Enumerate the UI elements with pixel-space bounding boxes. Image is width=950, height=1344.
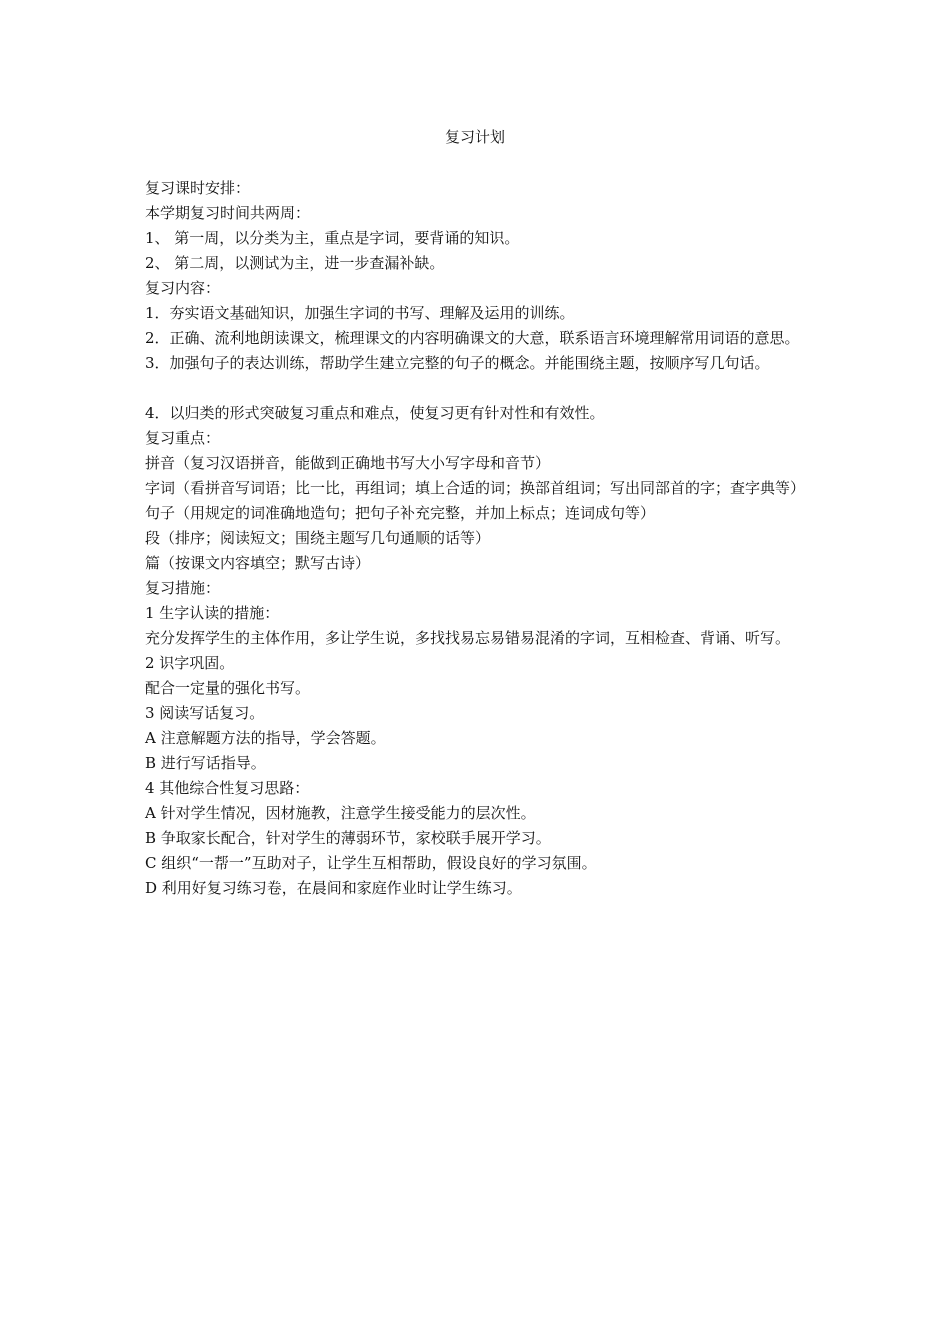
list-item: D 利用好复习练习卷，在晨间和家庭作业时让学生练习。 — [145, 879, 522, 897]
list-item: 2 识字巩固。 — [145, 654, 235, 672]
list-item: C 组织“一帮一”互助对子，让学生互相帮助，假设良好的学习氛围。 — [145, 854, 597, 872]
list-item: 2．正确、流利地朗读课文，梳理课文的内容明确课文的大意，联系语言环境理解常用词语的意思。 — [145, 329, 800, 347]
section-heading-measures: 复习措施： — [145, 579, 221, 597]
list-item: 1．夯实语文基础知识，加强生字词的书写、理解及运用的训练。 — [145, 304, 575, 322]
paragraph-line: 篇（按课文内容填空；默写古诗） — [145, 554, 371, 572]
list-item: B 进行写话指导。 — [145, 754, 266, 772]
paragraph-line: 充分发挥学生的主体作用，多让学生说，多找找易忘易错易混淆的字词，互相检查、背诵、听写。 — [145, 629, 791, 647]
list-item: 3．加强句子的表达训练，帮助学生建立完整的句子的概念。并能围绕主题，按顺序写几句话。 — [145, 354, 770, 372]
section-heading-focus: 复习重点： — [145, 429, 221, 447]
paragraph-line: 本学期复习时间共两周： — [145, 204, 311, 222]
list-item: 3 阅读写话复习。 — [145, 704, 265, 722]
list-item: 4．以归类的形式突破复习重点和难点，使复习更有针对性和有效性。 — [145, 404, 605, 422]
document-body — [145, 176, 817, 901]
list-item: 1、 第一周，以分类为主，重点是字词，要背诵的知识。 — [145, 229, 520, 247]
list-item: A 针对学生情况，因材施教，注意学生接受能力的层次性。 — [145, 804, 536, 822]
paragraph-line: 字词（看拼音写词语；比一比，再组词；填上合适的词；换部首组词；写出同部首的字；查字典等） — [145, 479, 806, 497]
list-item: B 争取家长配合，针对学生的薄弱环节，家校联手展开学习。 — [145, 829, 551, 847]
section-heading-content: 复习内容： — [145, 279, 221, 297]
list-item: 1 生字认读的措施： — [145, 604, 280, 622]
list-item: 2、 第二周，以测试为主，进一步查漏补缺。 — [145, 254, 445, 272]
paragraph-line: 句子（用规定的词准确地造句；把句子补充完整，并加上标点；连词成句等） — [145, 504, 656, 522]
section-heading-schedule: 复习课时安排： — [145, 179, 251, 197]
paragraph-line: 拼音（复习汉语拼音，能做到正确地书写大小写字母和音节） — [145, 454, 551, 472]
paragraph-line: 配合一定量的强化书写。 — [145, 679, 311, 697]
list-item: A 注意解题方法的指导，学会答题。 — [145, 729, 386, 747]
list-item: 4 其他综合性复习思路： — [145, 779, 310, 797]
paragraph-line: 段（排序；阅读短文；围绕主题写几句通顺的话等） — [145, 529, 491, 547]
blank-line — [145, 376, 817, 401]
document-title: 复习计划 — [444, 128, 505, 146]
